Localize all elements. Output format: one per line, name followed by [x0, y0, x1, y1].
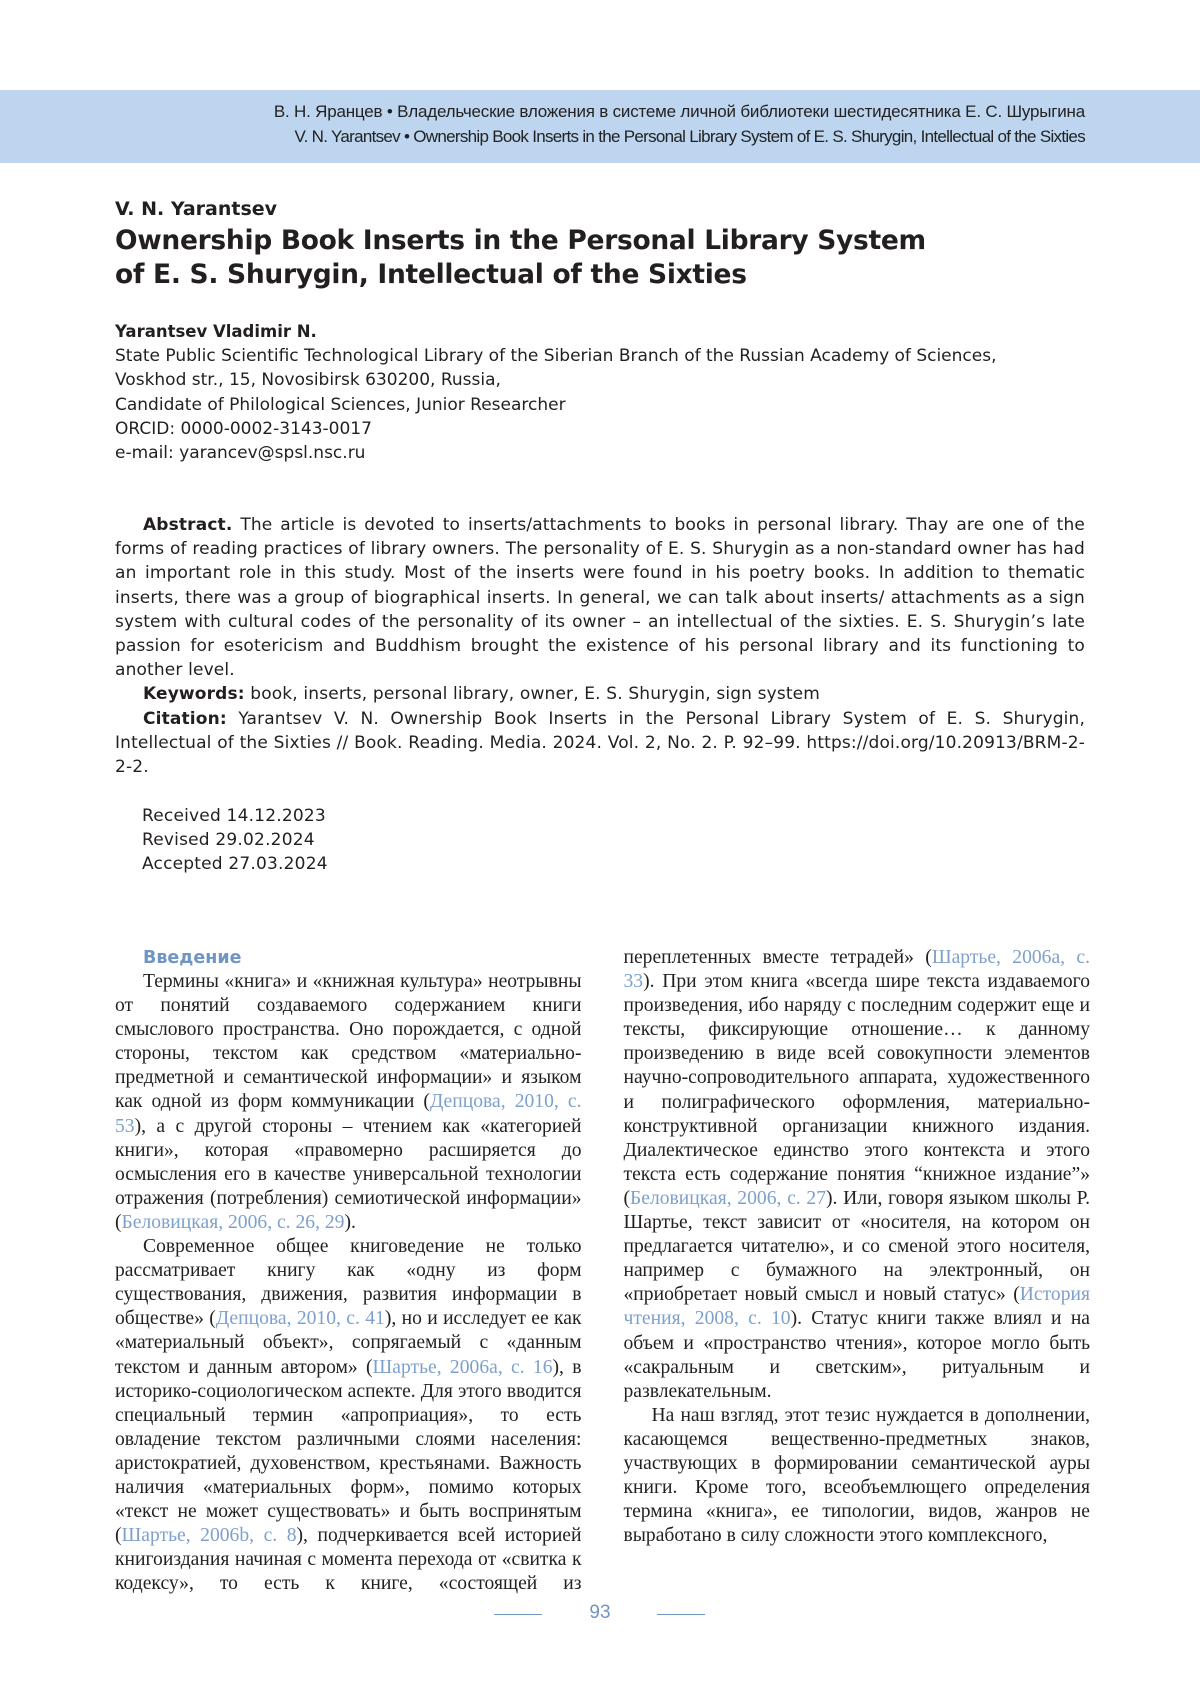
abstract-block	[115, 513, 1085, 779]
abstract-label: Abstract.	[143, 515, 232, 535]
affiliation-address: Voskhod str., 15, Novosibirsk 630200, Russia,	[115, 368, 997, 392]
paragraph-text: ), подчеркивается всей историей книгоиздания начиная с момента перехода от «свитка к кодексу», то есть к книге, «состоящей из переплетенных вместе тетрадей» (	[115, 947, 932, 1594]
paragraph-text: ), а с другой стороны – чтением как «категорией книги», которая «правомерно расширяется до осмысления его в качестве универсальной технологии отражения (потребления) семиотической информации» (	[115, 1116, 582, 1233]
paragraph-text: ), в историко-социологическом аспекте. Для этого вводится специальный термин «апроприация», то есть овладение текстом различными слоями населения: аристократией, духовенством, крестьянами. Важность наличия «материальных форм», помимо которых «текст не может существовать» и быть воспринятым (	[115, 1357, 582, 1547]
running-header-en: V. N. Yarantsev • Ownership Book Inserts in the Personal Library System of E. S. Shurygin, Intellectual of the Sixties	[295, 127, 1085, 147]
article-title	[115, 224, 926, 292]
abstract-text: The article is devoted to inserts/attachments to books in personal library. Thay are one of the forms of reading practices of library owners. The personality of E. S. Shurygin as a non-standard owner has had an important role in this study. Most of the inserts were found in his poetry books. In addition to thematic inserts, there was a group of biographical inserts. In general, we can talk about inserts/ attachments as a sign system with cultural codes of the personality of its owner – an intellectual of the sixties. E. S. Shurygin’s late passion for esotericism and Buddhism brought the existence of his personal library and its functioning to another level.	[115, 515, 1085, 680]
keywords-text: book, inserts, personal library, owner, E. S. Shurygin, sign system	[250, 684, 820, 704]
affiliation-degree: Candidate of Philological Sciences, Junior Researcher	[115, 393, 997, 417]
body-text	[115, 946, 1090, 1606]
affiliation-email: e-mail: yarancev@spsl.nsc.ru	[115, 441, 997, 465]
title-line-1: Ownership Book Inserts in the Personal Library System	[115, 225, 926, 256]
running-header-ru: В. Н. Яранцев • Владельческие вложения в системе личной библиотеки шестидесятника Е. С. Шурыгина	[274, 102, 1085, 122]
author-affiliation	[115, 320, 997, 465]
citation-link[interactable]: Шартье, 2006a, с. 33	[624, 947, 1091, 992]
affiliation-line: State Public Scientific Technological Library of the Siberian Branch of the Russian Academy of Sciences,	[115, 344, 997, 368]
citation-link[interactable]: Беловицкая, 2006, с. 27	[630, 1188, 826, 1209]
running-header	[0, 90, 1200, 163]
citation-link[interactable]: Депцова, 2010, с. 41	[216, 1308, 385, 1329]
paragraph-text: Термины «книга» и «книжная культура» неотрывны от понятий создаваемого содержанием книги смыслового пространства. Оно порождается, с одной стороны, текстом как средством «материально-предметной и семантической информации» и языком как одной из форм коммуникации (	[115, 971, 582, 1112]
body-paragraph	[624, 1404, 1091, 1549]
author-full-name: Yarantsev Vladimir N.	[115, 320, 997, 344]
citation-text: Yarantsev V. N. Ownership Book Inserts in the Personal Library System of E. S. Shurygin, Intellectual of the Sixties // Book. Reading. Media. 2024. Vol. 2, No. 2. P. 92–99. https://doi.org/10.20913/BRM-2-2-2.	[115, 709, 1085, 777]
citation-link[interactable]: Беловицкая, 2006, с. 26, 29	[122, 1212, 345, 1233]
keywords-label: Keywords:	[143, 684, 245, 704]
date-received: Received 14.12.2023	[142, 804, 328, 828]
paragraph-text: ), но и исследует ее как «материальный объект», сопрягаемый с «данным текстом и данным автором» (	[115, 1308, 582, 1377]
date-accepted: Accepted 27.03.2024	[142, 852, 328, 876]
paragraph-text: На наш взгляд, этот тезис нуждается в дополнении, касающемся вещественно-предметных знаков, участвующих в формировании семантической ауры книги. Кроме того, всеобъемлющего определения термина «книга», ее типологии, видов, жанров не выработано в силу сложности этого комплексного,	[624, 1405, 1091, 1546]
paragraph-text: ).	[344, 1212, 355, 1233]
keywords	[115, 682, 1085, 706]
citation-label: Citation:	[143, 709, 227, 729]
body-paragraph	[115, 970, 582, 1235]
article-author: V. N. Yarantsev	[115, 198, 277, 220]
page-footer	[0, 1600, 1200, 1630]
title-line-2: of E. S. Shurygin, Intellectual of the Sixties	[115, 259, 747, 290]
paragraph-text: ). Или, говоря языком школы Р. Шартье, текст зависит от «носителя, на котором он предлагается читателю», и со сменой этого носителя, например с бумажного на электронный, он «приобретает новый смысл и новый статус» (	[624, 1188, 1091, 1305]
citation-link[interactable]: История чтения, 2008, с. 10	[624, 1284, 1091, 1329]
article-dates	[142, 804, 328, 877]
citation	[115, 707, 1085, 780]
citation-link[interactable]: Депцова, 2010, с. 53	[115, 1091, 582, 1136]
paragraph-text: ). Статус книги также влиял и на объем и «пространство чтения», которое могло быть «сакральным и светским», ритуальным и развлекательным.	[624, 1308, 1091, 1401]
page-number: 93	[0, 1602, 1200, 1624]
citation-link[interactable]: Шартье, 2006a, с. 16	[373, 1357, 553, 1378]
footer-rule-right	[657, 1614, 705, 1615]
abstract	[115, 513, 1085, 682]
section-heading: Введение	[115, 946, 582, 970]
paragraph-text: Современное общее книговедение не только рассматривает книгу как «одну из форм существования, движения, развития информации в обществе» (	[115, 1236, 582, 1329]
citation-link[interactable]: Шартье, 2006b, с. 8	[122, 1525, 297, 1546]
affiliation-orcid: ORCID: 0000-0002-3143-0017	[115, 417, 997, 441]
paragraph-text: ). При этом книга «всегда шире текста издаваемого произведения, ибо наряду с последним содержит еще и тексты, фиксирующие отношение… к данному произведению в виде всей совокупности элементов научно-сопроводительного аппарата, художественного и полиграфического оформления, материально-конструктивной организации книжного издания. Диалектическое единство этого контекста и этого текста есть содержание понятия “книжное издание”» (	[624, 971, 1091, 1209]
body-paragraphs	[115, 946, 1090, 1606]
date-revised: Revised 29.02.2024	[142, 828, 328, 852]
